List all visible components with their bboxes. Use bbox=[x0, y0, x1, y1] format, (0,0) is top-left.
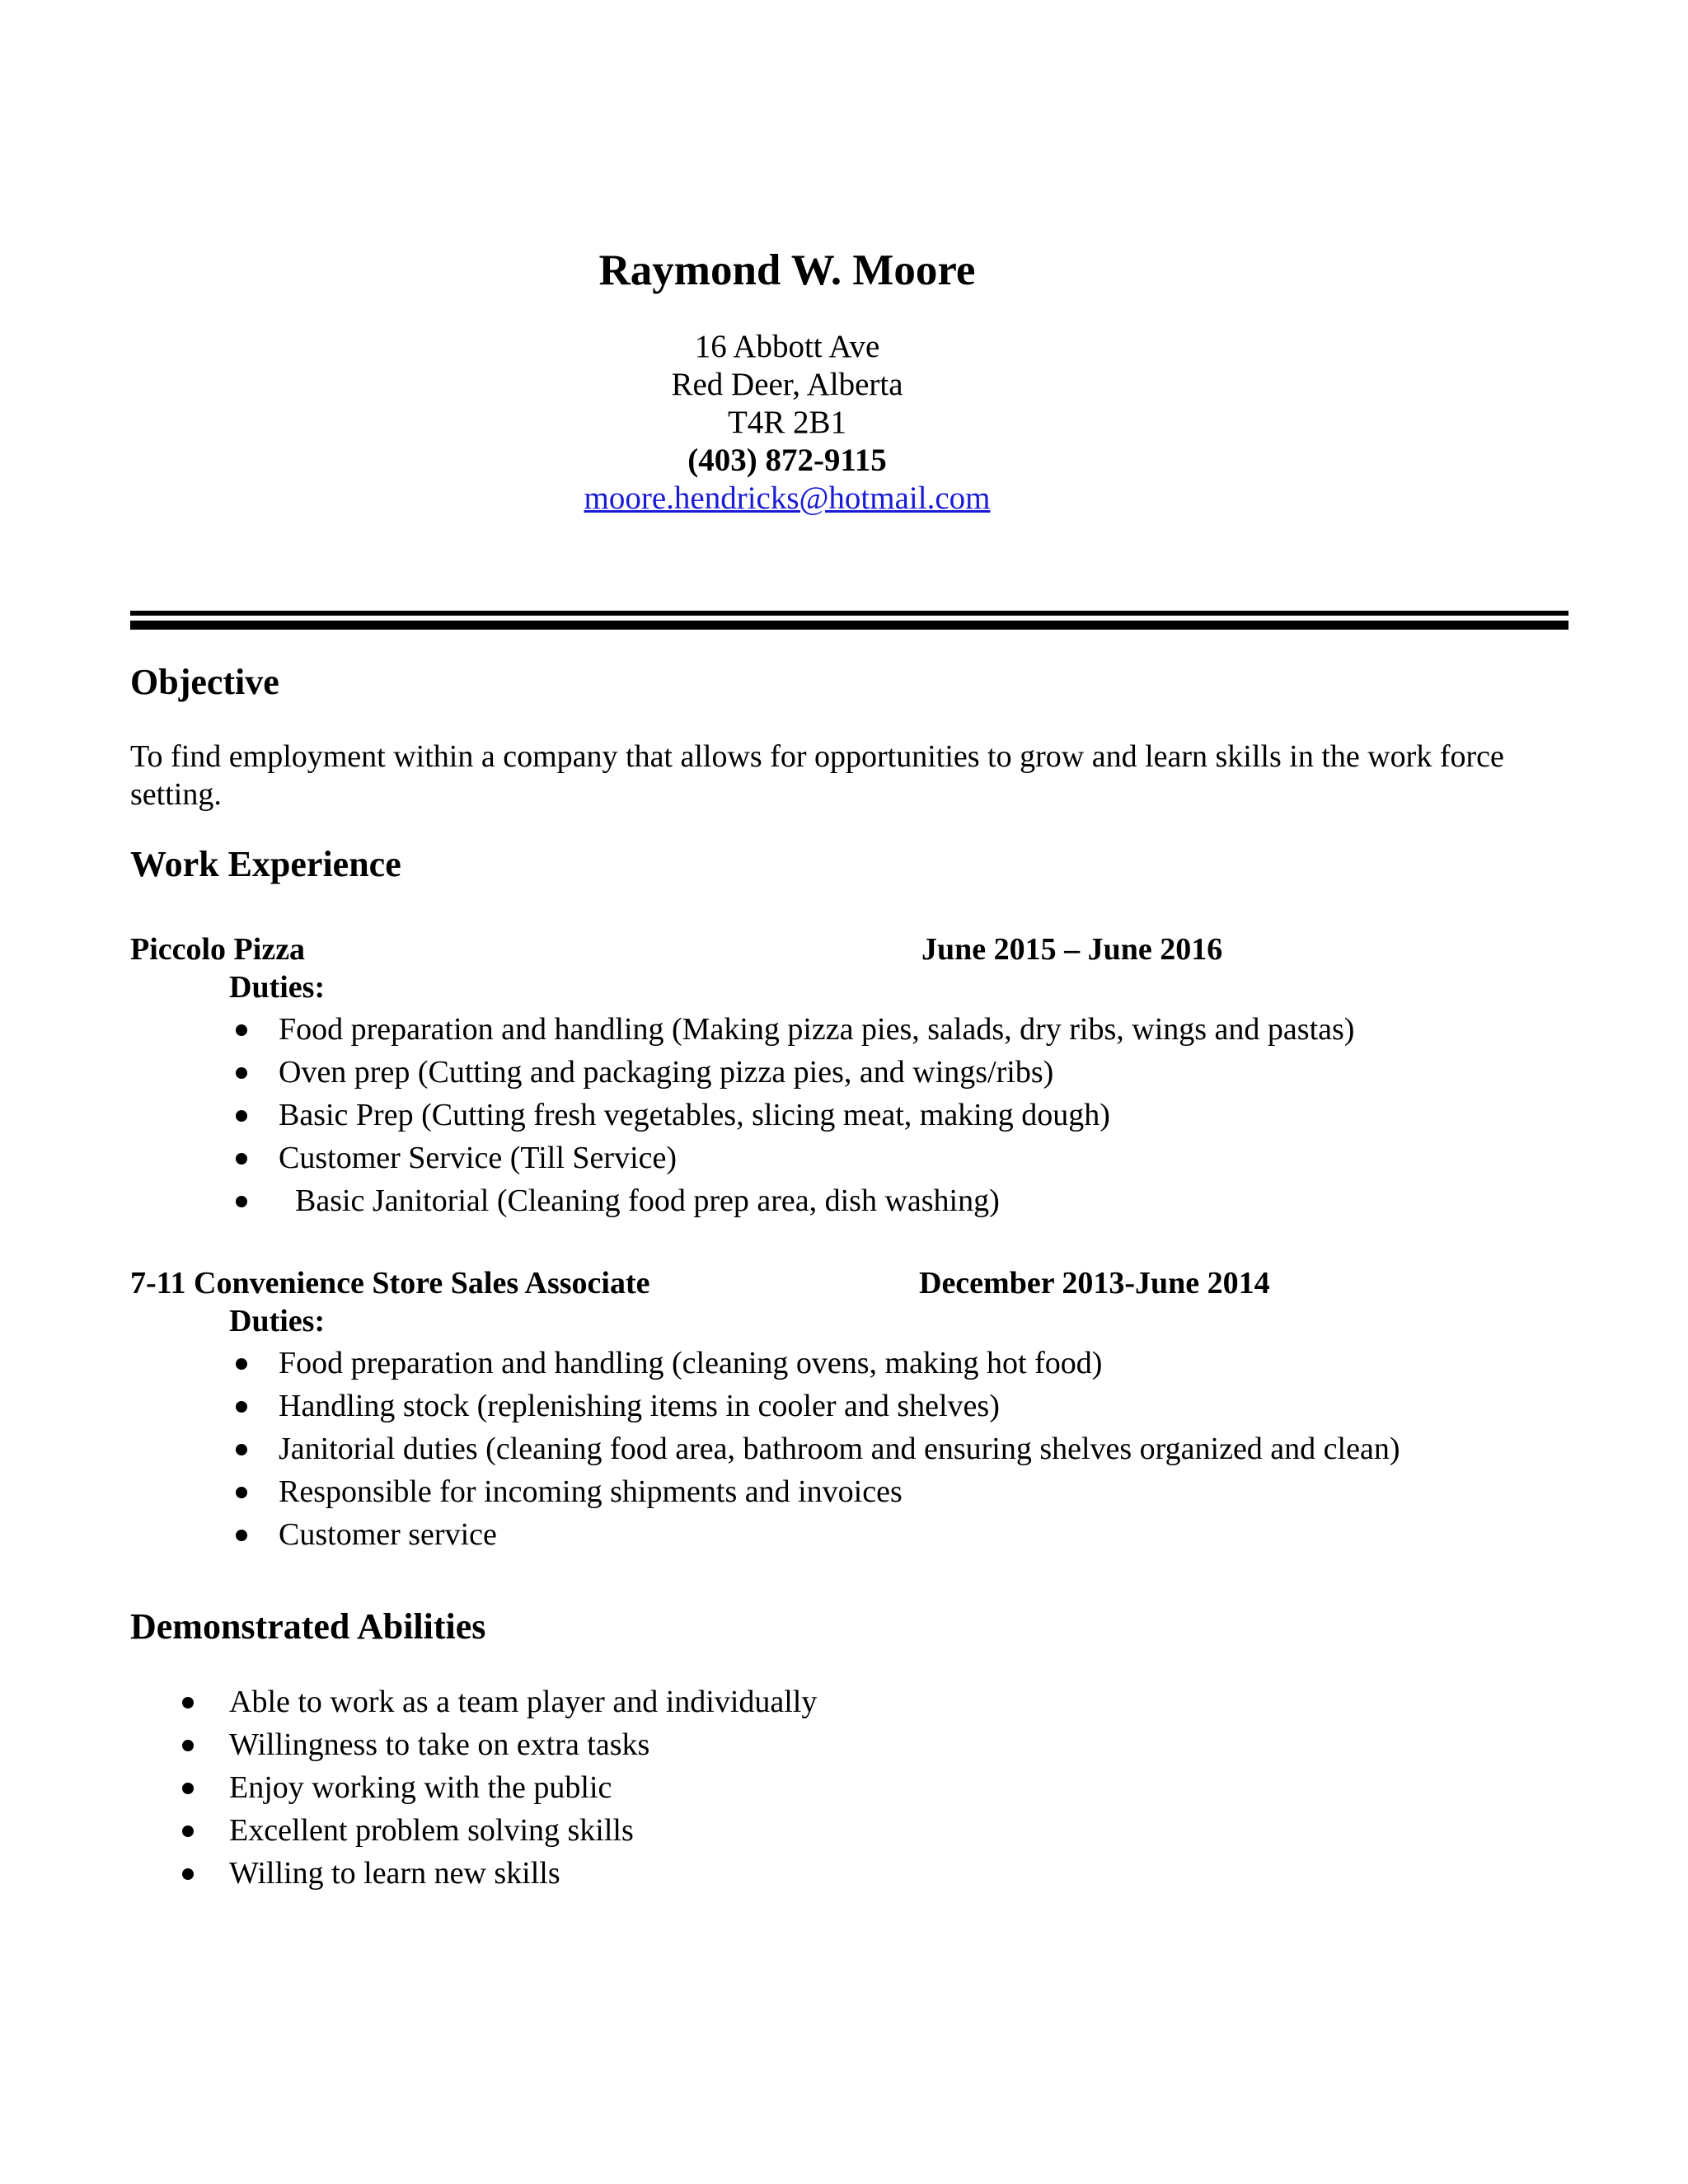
address-line-2: Red Deer, Alberta bbox=[671, 367, 903, 402]
ability-text: Willingness to take on extra tasks bbox=[229, 1727, 650, 1762]
list-item bbox=[279, 1094, 1354, 1137]
duty-text: Handling stock (replenishing items in cooler and shelves) bbox=[279, 1389, 1000, 1423]
postal-code: T4R 2B1 bbox=[727, 405, 847, 440]
list-item bbox=[279, 1179, 1354, 1222]
list-item bbox=[279, 1385, 1400, 1427]
list-item bbox=[229, 1680, 817, 1723]
ability-text: Enjoy working with the public bbox=[229, 1770, 612, 1805]
duties-label: Duties: bbox=[229, 970, 326, 1005]
duty-text: Customer Service (Till Service) bbox=[279, 1141, 678, 1175]
list-item bbox=[279, 1051, 1354, 1094]
applicant-name: Raymond W. Moore bbox=[598, 246, 976, 294]
email-line bbox=[0, 480, 1574, 518]
bullet-icon bbox=[236, 1358, 247, 1370]
list-item bbox=[229, 1809, 817, 1852]
contact-block bbox=[0, 328, 1574, 518]
list-item bbox=[279, 1342, 1400, 1385]
job-dates: December 2013-June 2014 bbox=[919, 1266, 1270, 1301]
work-experience-heading: Work Experience bbox=[130, 844, 401, 884]
address-line-1: 16 Abbott Ave bbox=[694, 329, 880, 364]
abilities-list bbox=[229, 1680, 817, 1895]
email-link[interactable]: moore.hendricks@hotmail.com bbox=[584, 480, 991, 516]
bullet-icon bbox=[182, 1740, 194, 1751]
duties-label: Duties: bbox=[229, 1304, 326, 1338]
duties-list bbox=[279, 1008, 1354, 1222]
duty-text: Food preparation and handling (cleaning ovens, making hot food) bbox=[279, 1346, 1103, 1380]
bullet-icon bbox=[236, 1110, 247, 1122]
duty-text: Janitorial duties (cleaning food area, bathroom and ensuring shelves organized and clean) bbox=[279, 1432, 1400, 1466]
bullet-icon bbox=[182, 1825, 194, 1837]
duty-text: Responsible for incoming shipments and invoices bbox=[279, 1474, 903, 1509]
duty-text: Food preparation and handling (Making pizza pies, salads, dry ribs, wings and pastas) bbox=[279, 1012, 1355, 1047]
ability-text: Able to work as a team player and individually bbox=[229, 1685, 818, 1719]
bullet-icon bbox=[236, 1196, 247, 1207]
header-divider-thin bbox=[130, 611, 1568, 616]
duties-list bbox=[279, 1342, 1400, 1556]
bullet-icon bbox=[182, 1868, 194, 1880]
list-item bbox=[229, 1852, 817, 1895]
list-item bbox=[279, 1137, 1354, 1179]
abilities-heading: Demonstrated Abilities bbox=[130, 1606, 486, 1647]
duty-text: Basic Janitorial (Cleaning food prep area, dish washing) bbox=[295, 1183, 1000, 1218]
bullet-icon bbox=[236, 1401, 247, 1413]
job-title: 7-11 Convenience Store Sales Associate bbox=[130, 1266, 650, 1301]
phone-number: (403) 872-9115 bbox=[687, 443, 887, 478]
ability-text: Excellent problem solving skills bbox=[229, 1813, 634, 1848]
list-item bbox=[229, 1723, 817, 1766]
list-item bbox=[279, 1008, 1354, 1051]
bullet-icon bbox=[236, 1024, 247, 1036]
bullet-icon bbox=[236, 1067, 247, 1079]
duty-text: Basic Prep (Cutting fresh vegetables, slicing meat, making dough) bbox=[279, 1098, 1110, 1132]
duty-text: Oven prep (Cutting and packaging pizza pies, and wings/ribs) bbox=[279, 1055, 1054, 1090]
objective-text: To find employment within a company that allows for opportunities to grow and learn skills in the work force setting. bbox=[130, 739, 1504, 812]
job-title: Piccolo Pizza bbox=[130, 932, 306, 967]
list-item bbox=[279, 1513, 1400, 1556]
ability-text: Willing to learn new skills bbox=[229, 1856, 560, 1891]
list-item bbox=[279, 1470, 1400, 1513]
bullet-icon bbox=[182, 1783, 194, 1794]
header-divider-thick bbox=[130, 621, 1568, 630]
bullet-icon bbox=[236, 1153, 247, 1165]
bullet-icon bbox=[182, 1697, 194, 1708]
objective-heading: Objective bbox=[130, 662, 279, 702]
list-item bbox=[279, 1427, 1400, 1470]
bullet-icon bbox=[236, 1444, 247, 1455]
bullet-icon bbox=[236, 1487, 247, 1498]
duty-text: Customer service bbox=[279, 1517, 497, 1552]
list-item bbox=[229, 1766, 817, 1809]
job-dates: June 2015 – June 2016 bbox=[921, 932, 1223, 967]
bullet-icon bbox=[236, 1530, 247, 1541]
